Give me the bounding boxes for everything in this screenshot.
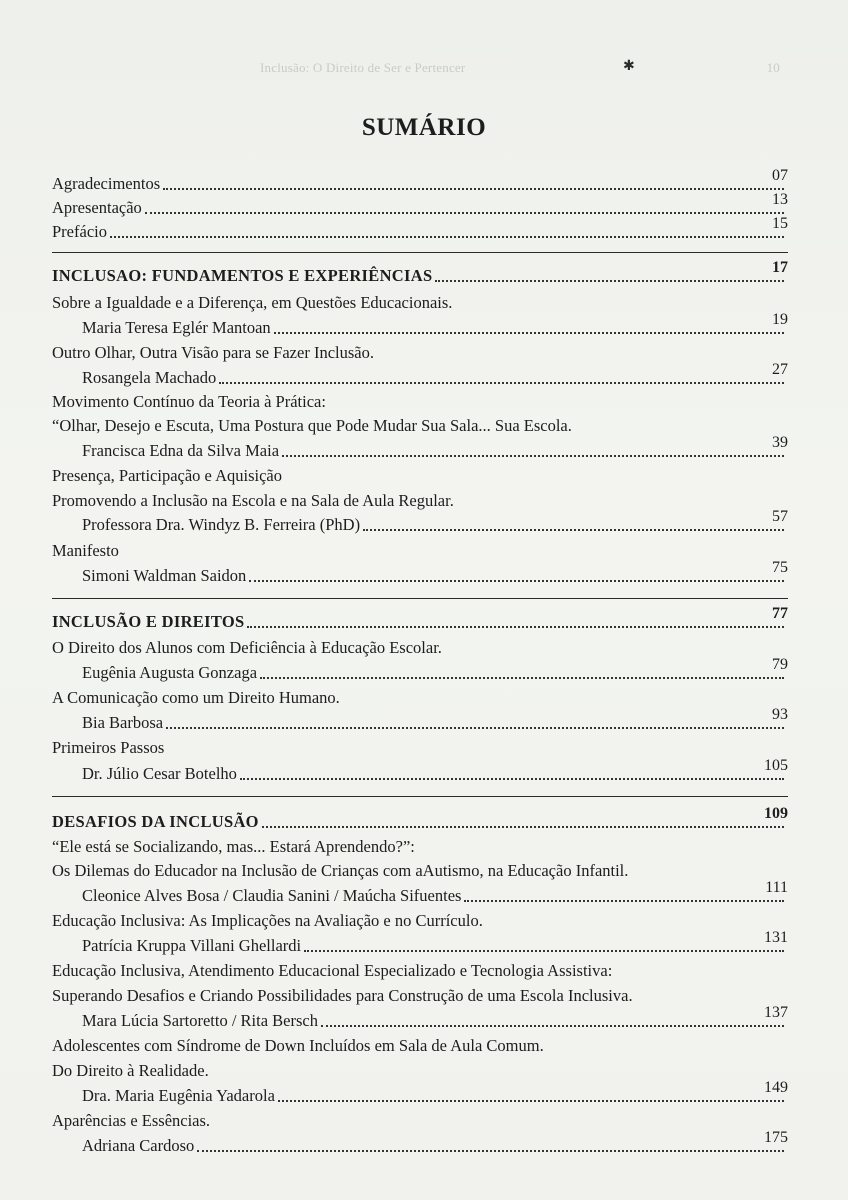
toc-page-number: 75 — [772, 559, 788, 576]
toc-entry-agradecimentos — [52, 167, 788, 194]
article-author: Maria Teresa Eglér Mantoan — [82, 318, 271, 337]
dot-leader — [321, 1025, 784, 1027]
section-divider — [52, 598, 788, 599]
article-author: Dra. Maria Eugênia Yadarola — [82, 1086, 275, 1105]
toc-author-line — [52, 656, 788, 683]
dot-leader — [274, 332, 784, 334]
dot-leader — [110, 236, 784, 238]
toc-page-number: 175 — [764, 1129, 788, 1146]
toc-author-line — [52, 879, 788, 906]
article-author: Simoni Waldman Saidon — [82, 566, 247, 585]
dot-leader — [435, 280, 784, 282]
toc-article-title — [52, 289, 788, 313]
toc-article-title — [52, 1032, 788, 1056]
article-author: Francisca Edna da Silva Maia — [82, 441, 280, 460]
toc-page-number: 77 — [772, 605, 788, 622]
dot-leader — [464, 900, 784, 902]
toc-article-title — [52, 907, 788, 931]
article-title: A Comunicação como um Direito Humano. — [52, 688, 340, 707]
toc-article-title — [52, 734, 788, 758]
article-title: Sobre a Igualdade e a Diferença, em Questões Educacionais. — [52, 293, 453, 312]
dot-leader — [240, 778, 784, 780]
toc-page-number: 79 — [772, 656, 788, 673]
dot-leader — [249, 580, 784, 582]
toc-author-line — [52, 559, 788, 586]
toc-label: Agradecimentos — [52, 174, 161, 193]
toc-author-line — [52, 1129, 788, 1156]
article-title: Movimento Contínuo da Teoria à Prática: — [52, 392, 326, 411]
article-title: Superando Desafios e Criando Possibilidades para Construção de uma Escola Inclusiva. — [52, 986, 633, 1005]
article-title: O Direito dos Alunos com Deficiência à Educação Escolar. — [52, 638, 442, 657]
article-title: Do Direito à Realidade. — [52, 1061, 209, 1080]
toc-label: Prefácio — [52, 222, 107, 241]
section-divider — [52, 252, 788, 253]
toc-article-title — [52, 412, 788, 436]
toc-page-number: 17 — [772, 259, 788, 276]
article-title: Os Dilemas do Educador na Inclusão de Crianças com aAutismo, na Educação Infantil. — [52, 861, 629, 880]
toc-page-number: 39 — [772, 434, 788, 451]
toc-page-number: 27 — [772, 361, 788, 378]
running-head-page: 10 — [766, 60, 780, 75]
toc-author-line — [52, 508, 788, 535]
article-title: Adolescentes com Síndrome de Down Incluídos em Sala de Aula Comum. — [52, 1036, 544, 1055]
dot-leader — [304, 950, 784, 952]
page-title: SUMÁRIO — [361, 114, 487, 141]
toc-article-title — [52, 1107, 788, 1131]
toc-page-number: 137 — [764, 1004, 788, 1021]
toc-entry-apresentacao — [52, 191, 788, 218]
toc-page-number: 07 — [772, 167, 788, 184]
toc-page-number: 15 — [772, 215, 788, 232]
article-author: Eugênia Augusta Gonzaga — [82, 663, 258, 682]
running-head-text: Inclusão: O Direito de Ser e Pertencer — [260, 60, 466, 75]
insect-speck: ✱ — [623, 59, 635, 74]
toc-article-title — [52, 388, 788, 412]
dot-leader — [197, 1150, 784, 1152]
article-author: Adriana Cardoso — [82, 1136, 195, 1155]
toc-article-title — [52, 833, 788, 857]
toc-author-line — [52, 361, 788, 388]
dot-leader — [166, 727, 784, 729]
dot-leader — [163, 188, 784, 190]
bleed-through-running-head — [260, 60, 780, 76]
toc-section-desafios — [52, 805, 788, 832]
toc-article-title — [52, 462, 788, 486]
dot-leader — [278, 1100, 784, 1102]
toc-article-title — [52, 957, 788, 981]
article-title: Outro Olhar, Outra Visão para se Fazer Inclusão. — [52, 343, 374, 362]
toc-page-number: 93 — [772, 706, 788, 723]
section-heading: INCLUSÃO E DIREITOS — [52, 612, 245, 631]
toc-article-title — [52, 339, 788, 363]
dot-leader — [145, 212, 784, 214]
article-title: Aparências e Essências. — [52, 1111, 211, 1130]
toc-page-number: 111 — [765, 879, 788, 896]
article-author: Bia Barbosa — [82, 713, 164, 732]
dot-leader — [262, 826, 784, 828]
toc-author-line — [52, 929, 788, 956]
toc-page-number: 13 — [772, 191, 788, 208]
article-title: Primeiros Passos — [52, 738, 165, 757]
section-heading: DESAFIOS DA INCLUSÃO — [52, 812, 259, 831]
dot-leader — [219, 382, 784, 384]
toc-author-line — [52, 1079, 788, 1106]
article-title: “Ele está se Socializando, mas... Estará Aprendendo?”: — [52, 837, 415, 856]
article-author: Patrícia Kruppa Villani Ghellardi — [82, 936, 302, 955]
article-author: Rosangela Machado — [82, 368, 217, 387]
toc-author-line — [52, 757, 788, 784]
article-title: “Olhar, Desejo e Escuta, Uma Postura que Pode Mudar Sua Sala... Sua Escola. — [52, 416, 572, 435]
article-author: Cleonice Alves Bosa / Claudia Sanini / Maúcha Sifuentes — [82, 886, 462, 905]
dot-leader — [363, 529, 784, 531]
toc-page-number: 131 — [764, 929, 788, 946]
article-author: Mara Lúcia Sartoretto / Rita Bersch — [82, 1011, 318, 1030]
article-title: Educação Inclusiva: As Implicações na Avaliação e no Currículo. — [52, 911, 483, 930]
toc-article-title — [52, 634, 788, 658]
article-title: Educação Inclusiva, Atendimento Educacional Especializado e Tecnologia Assistiva: — [52, 961, 613, 980]
article-title: Promovendo a Inclusão na Escola e na Sala de Aula Regular. — [52, 491, 454, 510]
toc-article-title — [52, 857, 788, 881]
toc-article-title — [52, 537, 788, 561]
section-heading: INCLUSAO: FUNDAMENTOS E EXPERIÊNCIAS — [52, 266, 433, 285]
toc-author-line — [52, 706, 788, 733]
toc-page-number: 19 — [772, 311, 788, 328]
dot-leader — [282, 455, 784, 457]
article-title: Manifesto — [52, 541, 119, 560]
toc-page-number: 57 — [772, 508, 788, 525]
toc-author-line — [52, 1004, 788, 1031]
article-author: Dr. Júlio Cesar Botelho — [82, 764, 237, 783]
toc-author-line — [52, 311, 788, 338]
article-title: Presença, Participação e Aquisição — [52, 466, 282, 485]
toc-article-title — [52, 1057, 788, 1081]
dot-leader — [260, 677, 784, 679]
toc-page-number: 109 — [764, 805, 788, 822]
toc-article-title — [52, 487, 788, 511]
toc-article-title — [52, 982, 788, 1006]
dot-leader — [247, 626, 784, 628]
toc-page-number: 149 — [764, 1079, 788, 1096]
article-author: Professora Dra. Windyz B. Ferreira (PhD) — [82, 515, 361, 534]
toc-article-title — [52, 684, 788, 708]
toc-author-line — [52, 434, 788, 461]
toc-section-fundamentos — [52, 259, 788, 286]
toc-page-number: 105 — [764, 757, 788, 774]
toc-label: Apresentação — [52, 198, 142, 217]
toc-entry-prefacio — [52, 215, 788, 242]
toc-section-direitos — [52, 605, 788, 632]
section-divider — [52, 796, 788, 797]
